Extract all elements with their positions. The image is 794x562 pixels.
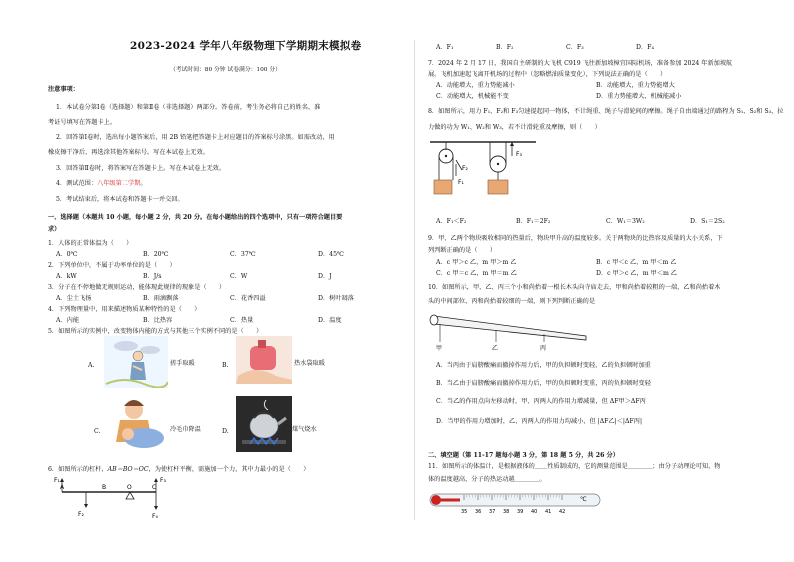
- question-4: 4．下列物理量中，用来描述物质某种特性的是（ ）: [48, 306, 201, 313]
- q9-option-c[interactable]: C．c 甲＝c 乙，m 甲＝m 乙: [436, 270, 517, 277]
- question-8a: 8．如图所示，用力 F₁、F₂和 F₃匀速提起同一物体，不计绳重、绳子与滑轮间的摩擦。绳子自由端通过的路程为 S₁、S₂和 S₃，拉: [428, 108, 784, 115]
- q4-option-b[interactable]: B．比热容: [143, 317, 173, 324]
- q9-option-a[interactable]: A．c 甲＞c 乙，m 甲＞m 乙: [436, 259, 517, 266]
- q7-option-d[interactable]: D．重力势能增大，机械能减小: [596, 93, 682, 100]
- q8-option-a[interactable]: A．F₁＜F₂: [436, 218, 467, 225]
- note-3: 3．回答第Ⅱ卷时，将答案写在答题卡上。写在本试卷上无效。: [56, 165, 226, 172]
- lever-label-f2: F₂: [78, 511, 84, 518]
- lever-f3-arrowhead: [154, 478, 158, 482]
- question-10b: 头的中间部位，丙和尚抬着较细的一端，则下列判断正确的是: [428, 298, 596, 305]
- note-4-prefix: 4．测试范围：: [56, 180, 98, 187]
- q3-option-a[interactable]: A．尘土飞扬: [56, 295, 92, 302]
- q2-option-d[interactable]: D．J: [318, 273, 332, 280]
- q5-caption-d: 煤气烧水: [292, 426, 317, 433]
- q6-option-a[interactable]: A．F₁: [436, 44, 454, 51]
- question-6: [48, 466, 309, 474]
- pulley2-axle: [497, 163, 499, 165]
- page-divider: [414, 40, 415, 520]
- pulley-label-f2: F₂: [462, 165, 468, 172]
- q5-label-a[interactable]: A.: [88, 362, 95, 369]
- question-8b: 力做的功为 W₁、W₂和 W₃，若不计滑轮重及摩擦，则（ ）: [428, 124, 601, 131]
- question-1: 1．人体的正常体温为（ ）: [48, 240, 133, 247]
- section2-heading: 二、填空题（第 11-17 题每小题 3 分，第 18 题 5 分，共 26 分）: [428, 452, 619, 459]
- block-1: [434, 180, 452, 194]
- question-11b: 体的温度越高，分子的热运动越＿＿＿＿。: [428, 476, 546, 483]
- q2-option-b[interactable]: B．J/s: [143, 273, 162, 280]
- hot-water-bag-illustration: [236, 336, 292, 384]
- note-4-suffix: 。: [140, 180, 147, 187]
- q3-option-d[interactable]: D．树叶凋落: [318, 295, 354, 302]
- pulley-label-f3: F₃: [516, 151, 522, 158]
- q7-option-b[interactable]: B．动能增大，重力势能增大: [596, 82, 675, 89]
- thermometer-tick-label: 42: [559, 509, 566, 514]
- lever-diagram: [52, 474, 172, 524]
- q10-option-c[interactable]: C．当乙的作用点向左移动时，甲、丙两人的作用力增减量，但 ΔF甲＞ΔF丙: [436, 398, 646, 405]
- lever-label-a: A: [60, 484, 65, 491]
- q10-option-a[interactable]: A．当丙由于肩膀酸痛而撤掉作用力后，甲的负担顿时变轻，乙的负担顿时加重: [436, 362, 651, 369]
- log-label-jia: 甲: [436, 345, 443, 352]
- q7-option-c[interactable]: C．动能增大，机械能不变: [436, 93, 509, 100]
- log-end: [430, 315, 438, 325]
- note-2b: 橡皮擦干净后，再选涂其他答案标号。写在本试卷上无效。: [48, 149, 209, 156]
- log-label-bing: 丙: [540, 345, 547, 352]
- thermometer-tick-label: 36: [475, 509, 482, 514]
- q5-caption-b: 热水袋取暖: [294, 360, 325, 367]
- q6-option-b[interactable]: B．F₂: [496, 44, 514, 51]
- q7-option-a[interactable]: A．动能增大，重力势能减小: [436, 82, 515, 89]
- lever-label-b: B: [102, 484, 107, 491]
- q9-option-d[interactable]: D．c 甲＞c 乙，m 甲＜m 乙: [596, 270, 677, 277]
- note-1b: 考证号填写在答题卡上。: [48, 119, 117, 126]
- lever-fulcrum: [126, 492, 134, 499]
- cold-towel-illustration: [104, 396, 170, 452]
- q4-option-a[interactable]: A．内能: [56, 317, 80, 324]
- thermometer-tick-label: 39: [517, 509, 524, 514]
- lever-f1-arrowhead: [60, 478, 64, 482]
- q2-option-c[interactable]: C．W: [230, 273, 248, 280]
- lever-label-f4: F₄: [152, 513, 158, 520]
- q2-option-a[interactable]: A．kW: [56, 273, 77, 280]
- section1-heading-b: 求）: [48, 226, 61, 233]
- q4-option-d[interactable]: D．温度: [318, 317, 342, 324]
- lever-label-o: O: [127, 484, 132, 491]
- note-1a: 1．本试卷分第Ⅰ卷（选择题）和第Ⅱ卷（非选择题）两部分。答卷前，考生务必将自己的姓名、准: [56, 104, 321, 111]
- note-2a: 2．回答第Ⅰ卷时，选出每小题答案后，用 2B 铅笔把答题卡上对应题目的答案标号涂黑。如需改动，用: [56, 134, 335, 141]
- clinical-thermometer: [426, 488, 610, 514]
- q5-label-c[interactable]: C.: [94, 428, 101, 435]
- q6-text-a: 6．如图所示的杠杆，: [48, 466, 108, 473]
- section1-heading-a: 一、选择题（本题共 10 小题，每小题 2 分，共 20 分。在每小题给出的四个选项中，只有一项符合题目要: [48, 214, 343, 221]
- question-7a: 7．2024 年 2 月 17 日，我国自主研制的大飞机 C919 飞往新加坡樟宜国际机场，准备参加 2024 年新加坡航: [428, 60, 733, 67]
- q8-option-d[interactable]: D．S₁＝2S₂: [690, 218, 725, 225]
- pulley1-axle: [445, 155, 447, 157]
- q8-option-b[interactable]: B．F₁＝2F₂: [516, 218, 551, 225]
- thermometer-tick-label: 41: [545, 509, 552, 514]
- question-9a: 9．甲、乙两个物块吸收相同的热量后，物块甲升高的温度较多。关于两物块的比热容及质量的大小关系，下: [428, 235, 723, 242]
- block-2: [488, 180, 508, 194]
- q6-text-c: ，为使杠杆平衡，需施加一个力，其中力最小的是（ ）: [148, 466, 310, 473]
- thermometer-unit: ℃: [580, 496, 587, 503]
- question-2: 2．下列单位中，不属于功率单位的是（ ）: [48, 262, 176, 269]
- q6-option-c[interactable]: C．F₃: [566, 44, 584, 51]
- q10-option-b[interactable]: B．当乙由于肩膀酸痛而撤掉作用力后，甲的负担顿时变重，丙的负担顿时变轻: [436, 380, 651, 387]
- q6-option-d[interactable]: D．F₄: [636, 44, 654, 51]
- question-11a: 11．如图所示的体温计，是根据液体的＿＿性质制成的，它的测量范围是＿＿＿＿；由分子动理论可知，物: [428, 463, 721, 470]
- exam-subtitle: （考试时间：80 分钟 试卷满分：100 分）: [170, 67, 281, 73]
- lever-f4-arrowhead: [154, 506, 158, 510]
- pulley-diagram: [426, 136, 546, 212]
- q1-option-b[interactable]: B．20℃: [143, 251, 169, 258]
- log-body: [434, 316, 586, 340]
- thermometer-tick-label: 35: [461, 509, 468, 514]
- question-10a: 10．如图所示，甲、乙、丙三个小和尚抬着一根长木头向寺庙走去，甲和尚抬着较粗的一端，乙和尚抬着木: [428, 284, 721, 291]
- log-label-yi: 乙: [492, 345, 499, 352]
- thermometer-tick-label: 40: [531, 509, 538, 514]
- note-4-scope: 八年级第二学期: [97, 180, 141, 187]
- q10-option-d[interactable]: D．当甲的作用力增加时，乙、丙两人的作用力均减小，但 |ΔF乙|＜|ΔF丙|: [436, 418, 643, 425]
- q5-label-b[interactable]: B.: [222, 362, 229, 369]
- pulley-label-f1: F₁: [458, 179, 464, 186]
- q1-option-a[interactable]: A．0℃: [56, 251, 78, 258]
- q4-option-c[interactable]: C．热量: [230, 317, 254, 324]
- lever-label-c: C: [152, 484, 157, 491]
- thermometer-tick-label: 38: [503, 509, 510, 514]
- q6-condition: AB＝BO＝OC: [107, 466, 149, 473]
- thermometer-tick-label: 37: [489, 509, 496, 514]
- log-carrying-diagram: [426, 308, 596, 352]
- question-5: 5．如图所示的实例中，改变物体内能的方式与其他三个实例不同的是（ ）: [48, 328, 263, 335]
- rubbing-hands-illustration: [104, 336, 168, 388]
- kettle-on-stove-illustration: [236, 396, 292, 452]
- q1-option-d[interactable]: D．45℃: [318, 251, 344, 258]
- q9-option-b[interactable]: B．c 甲＜c 乙，m 甲＜m 乙: [596, 259, 677, 266]
- question-7b: 展。飞机加速起飞离开机场的过程中（忽略燃油质量变化），下列说法正确的是（ ）: [428, 71, 667, 78]
- question-9b: 列判断正确的是（ ）: [428, 247, 497, 254]
- q3-option-b[interactable]: B．雨滴飘落: [143, 295, 179, 302]
- lever-label-f1: F₁: [54, 477, 60, 484]
- question-3: 3．分子在不停地做无规则运动，能体现此规律的现象是（ ）: [48, 284, 226, 291]
- lever-label-f3: F₃: [160, 477, 166, 484]
- notes-heading: 注意事项：: [48, 86, 79, 93]
- q3-option-c[interactable]: C．花香四溢: [230, 295, 266, 302]
- q5-caption-c: 冷毛巾降温: [170, 426, 201, 433]
- q5-label-d[interactable]: D.: [222, 428, 229, 435]
- note-5: 5．考试结束后，将本试卷和答题卡一并交回。: [56, 196, 184, 203]
- note-4: [56, 180, 147, 188]
- lever-f2-arrowhead: [84, 504, 88, 508]
- thermometer-liquid: [436, 499, 460, 502]
- page-title: 2023-2024 学年八年级物理下学期期末模拟卷: [130, 40, 362, 52]
- q8-option-c[interactable]: C．W₁＝3W₂: [606, 218, 645, 225]
- q5-caption-a: 搓手取暖: [170, 360, 195, 367]
- q1-option-c[interactable]: C．37℃: [230, 251, 256, 258]
